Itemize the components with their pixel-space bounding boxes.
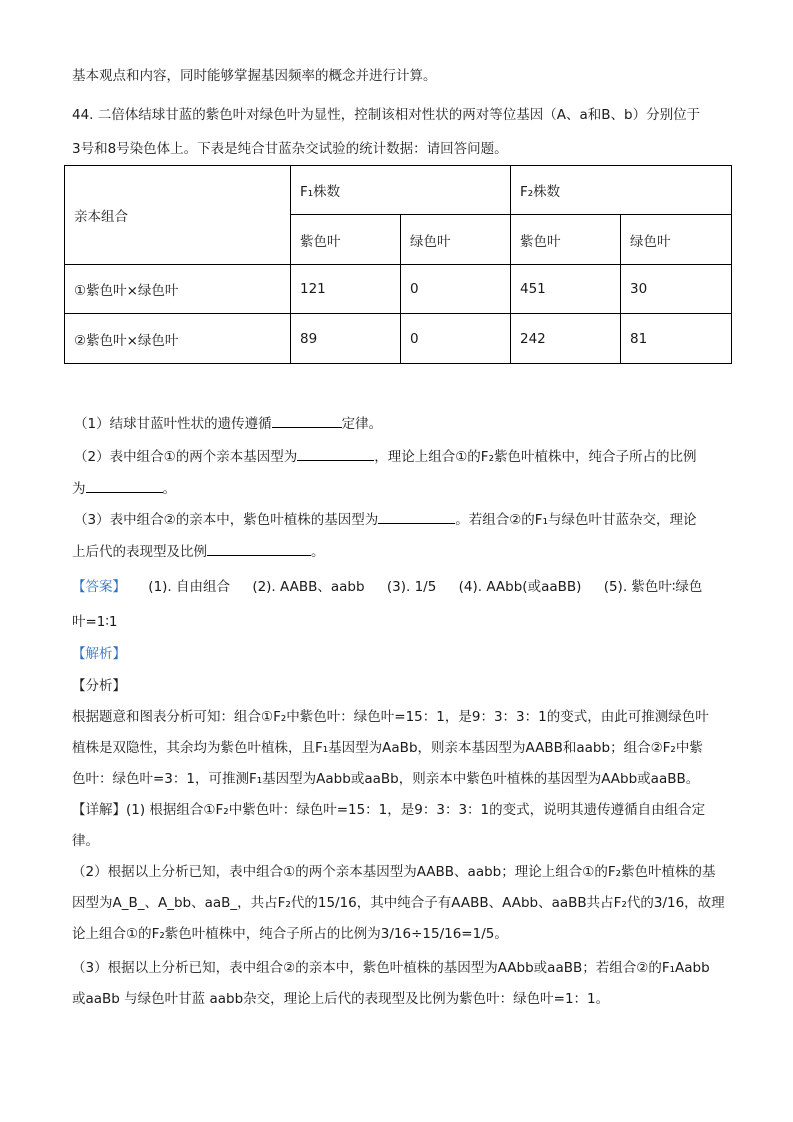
q3-text-end: 。	[311, 544, 325, 560]
detail-line: （3）根据以上分析已知，表中组合②的亲本中，紫色叶植株的基因型为AAbb或aaBB；若组合②的F₁Aabb	[72, 960, 710, 976]
table-row	[65, 265, 732, 314]
cell: 30	[621, 265, 732, 314]
sub-question-2	[74, 446, 696, 467]
detail-line: 论上组合①的F₂紫色叶植株中，纯合子所占的比例为3/16÷15/16=1/5。	[72, 926, 508, 942]
cross-data-table	[64, 165, 732, 364]
header-f1: F₁株数	[291, 166, 511, 215]
q2-text-mid: ，理论上组合①的F₂紫色叶植株中，纯合子所占的比例	[374, 449, 697, 465]
q3-text-mid: 。若组合②的F₁与绿色叶甘蓝杂交，理论	[455, 512, 697, 528]
detail-line: 律。	[72, 833, 99, 849]
answer-item-3: (3). 1/5	[386, 579, 437, 595]
answer-line	[72, 577, 702, 597]
answer-item-5: (5). 紫色叶∶绿色	[603, 579, 703, 595]
cell: 121	[291, 265, 401, 314]
header-f2: F₂株数	[511, 166, 732, 215]
answer-blank	[272, 413, 342, 428]
q1-text-end: 定律。	[341, 416, 383, 432]
fenxi-tag: 【分析】	[72, 678, 126, 694]
intro-line: 基本观点和内容，同时能够掌握基因频率的概念并进行计算。	[72, 68, 437, 84]
answer-blank	[207, 541, 311, 556]
q2-text: （2）表中组合①的两个亲本基因型为	[74, 449, 298, 465]
cell: 242	[511, 314, 621, 364]
detail-line: 或aaBb 与绿色叶甘蓝 aabb杂交，理论上后代的表现型及比例为紫色叶：绿色叶=1：1。	[72, 991, 610, 1007]
row-combo: ①紫色叶×绿色叶	[65, 265, 291, 314]
cell: 451	[511, 265, 621, 314]
question-line-2: 3号和8号染色体上。下表是纯合甘蓝杂交试验的统计数据：请回答问题。	[72, 141, 508, 157]
subheader-f1-green: 绿色叶	[401, 215, 511, 265]
table-row	[65, 314, 732, 364]
sub-question-3-cont	[72, 541, 325, 562]
answer-item-1: (1). 自由组合	[148, 579, 231, 595]
fenxi-line: 根据题意和图表分析可知：组合①F₂中紫色叶：绿色叶=15：1，是9：3：3：1的变式，由此可推测绿色叶	[72, 709, 709, 725]
detail-line: 因型为A_B_、A_bb、aaB_，共占F₂代的15/16，其中纯合子有AABB、AAbb、aaBB共占F₂代的3/16，故理	[72, 895, 725, 911]
q3-text-cont: 上后代的表现型及比例	[72, 544, 207, 560]
answer-blank	[86, 478, 163, 493]
q2-text-end: 。	[162, 481, 176, 497]
cell: 89	[291, 314, 401, 364]
answer-blank	[297, 446, 374, 461]
q2-text-cont: 为	[72, 481, 86, 497]
analysis-tag: 【解析】	[72, 646, 126, 662]
cell: 81	[621, 314, 732, 364]
header-parent-combo: 亲本组合	[65, 166, 291, 265]
cell: 0	[401, 314, 511, 364]
q3-text: （3）表中组合②的亲本中，紫色叶植株的基因型为	[74, 512, 379, 528]
subheader-f1-purple: 紫色叶	[291, 215, 401, 265]
fenxi-line: 植株是双隐性，其余均为紫色叶植株，且F₁基因型为AaBb，则亲本基因型为AABB和aabb；组合②F₂中紫	[72, 740, 703, 756]
answer-blank	[378, 509, 455, 524]
sub-question-3	[74, 509, 696, 530]
subheader-f2-green: 绿色叶	[621, 215, 732, 265]
detail-tag: 【详解】	[72, 802, 126, 818]
detail-line: （2）根据以上分析已知，表中组合①的两个亲本基因型为AABB、aabb；理论上组合①的F₂紫色叶植株的基	[72, 864, 716, 880]
subheader-f2-purple: 紫色叶	[511, 215, 621, 265]
cell: 0	[401, 265, 511, 314]
answer-tag: 【答案】	[72, 579, 126, 595]
q1-text: （1）结球甘蓝叶性状的遗传遵循	[74, 416, 272, 432]
answer-line-cont: 叶=1∶1	[72, 614, 118, 630]
row-combo: ②紫色叶×绿色叶	[65, 314, 291, 364]
sub-question-1	[74, 413, 382, 434]
sub-question-2-cont	[72, 478, 176, 499]
detail-line-1	[72, 800, 705, 820]
answer-item-4: (4). AAbb(或aaBB)	[458, 579, 582, 595]
answer-item-2: (2). AABB、aabb	[252, 579, 365, 595]
fenxi-line: 色叶：绿色叶=3：1，可推测F₁基因型为Aabb或aaBb，则亲本中紫色叶植株的基因型为AAbb或aaBB。	[72, 771, 700, 787]
detail-text: (1) 根据组合①F₂中紫色叶：绿色叶=15：1，是9：3：3：1的变式，说明其遗传遵循自由组合定	[126, 802, 706, 818]
question-line-1: 44. 二倍体结球甘蓝的紫色叶对绿色叶为显性，控制该相对性状的两对等位基因（A、a和B、b）分别位于	[72, 107, 701, 123]
